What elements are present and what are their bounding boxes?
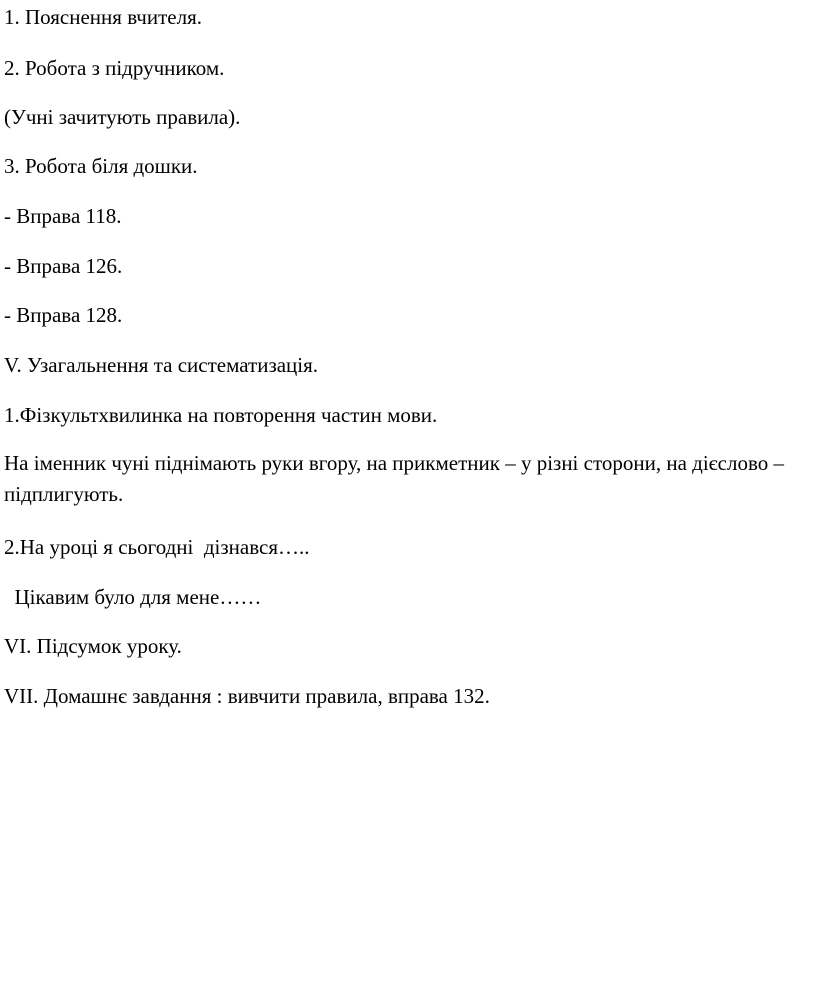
- exercise-126: - Вправа 126.: [4, 254, 123, 278]
- section-lesson-summary-heading: VI. Підсумок уроку.: [4, 634, 182, 658]
- physical-exercise-item: 1.Фізкультхвилинка на повторення частин мови.: [4, 403, 438, 427]
- exercise-128: - Вправа 128.: [4, 303, 123, 327]
- exercise-118: - Вправа 118.: [4, 204, 122, 228]
- step-teacher-explanation: 1. Пояснення вчителя.: [4, 5, 202, 29]
- physical-exercise-instructions: На іменник чуні піднімають руки вгору, на прикметник – у різні сторони, на дієслово – підплигують.: [4, 451, 785, 506]
- note-students-read-rules: (Учні зачитують правила).: [4, 105, 241, 129]
- section-generalization-heading: V. Узагальнення та систематизація.: [4, 353, 319, 377]
- reflection-learned: 2.На уроці я сьогодні дізнався…..: [4, 535, 310, 559]
- section-homework-heading: VII. Домашнє завдання : вивчити правила, вправа 132.: [4, 684, 490, 708]
- step-textbook-work: 2. Робота з підручником.: [4, 56, 225, 80]
- reflection-interesting: Цікавим було для мене……: [4, 585, 262, 609]
- step-board-work: 3. Робота біля дошки.: [4, 154, 198, 178]
